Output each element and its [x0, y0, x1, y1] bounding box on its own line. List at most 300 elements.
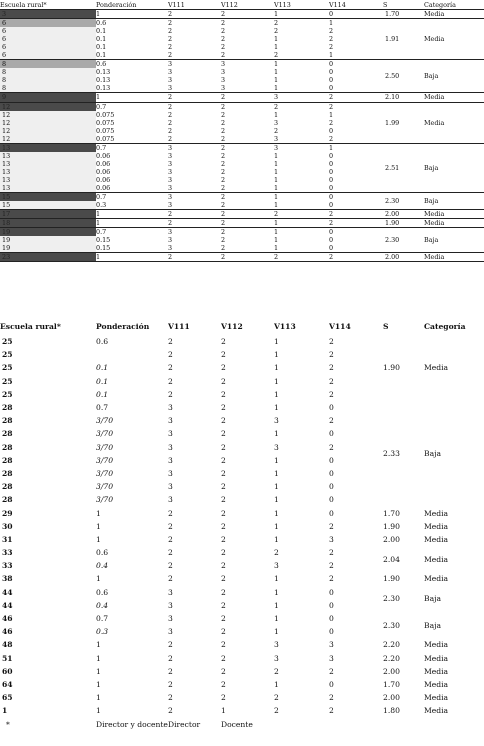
ponderacion-cell: 0.13 — [96, 68, 111, 77]
v111-cell: 2 — [168, 363, 173, 373]
v111-cell: 3 — [168, 600, 173, 610]
ponderacion-cell: 0.1 — [96, 376, 109, 386]
ponderacion-cell: 0.7 — [96, 403, 109, 413]
ponderacion-cell: 0.4 — [96, 600, 109, 610]
school-id-cell: 65 — [2, 693, 13, 703]
v112-cell: 2 — [221, 389, 226, 399]
v111-cell: 3 — [168, 68, 173, 77]
ponderacion-cell: 1 — [96, 706, 101, 716]
v113-cell: 1 — [274, 468, 279, 478]
school-id-cell: 46 — [2, 614, 13, 624]
categoria-cell: Media — [424, 574, 449, 584]
school-id-cell: 12 — [0, 135, 96, 144]
school-id-cell: 6 — [0, 51, 96, 60]
categoria-cell: Media — [424, 640, 449, 650]
school-id-cell: 12 — [0, 119, 96, 127]
v112-cell: 1 — [221, 706, 226, 716]
header-v114: V114 — [329, 322, 351, 331]
v113-cell: 1 — [274, 574, 279, 584]
v112-cell: 2 — [221, 193, 274, 202]
v111-cell: 2 — [168, 43, 173, 52]
school-id-cell: 28 — [2, 429, 13, 439]
v111-cell: 3 — [168, 84, 173, 93]
v111-cell: 2 — [168, 679, 173, 689]
v111-cell: 3 — [168, 193, 221, 202]
header-v114: V114 — [329, 1, 383, 10]
v114-cell: 2 — [329, 93, 383, 102]
top-table-header-row — [0, 1, 484, 10]
v114-cell: 0 — [329, 429, 334, 439]
v113-cell: 1 — [274, 455, 279, 465]
categoria-cell: Media — [424, 666, 449, 676]
school-id-cell: 9 — [0, 93, 96, 102]
v113-cell: 1 — [274, 43, 279, 52]
v113-cell: 1 — [274, 614, 279, 624]
table-row — [0, 506, 484, 519]
v113-cell: 1 — [274, 534, 279, 544]
header-s: S — [383, 1, 424, 10]
v112-cell: 2 — [221, 403, 226, 413]
header-s: S — [383, 322, 389, 331]
v112-cell: 2 — [221, 126, 226, 135]
v111-cell: 3 — [168, 60, 221, 69]
v111-cell: 2 — [168, 19, 221, 28]
table-row — [0, 401, 484, 414]
table-row — [0, 586, 484, 599]
table-row — [0, 572, 484, 585]
v112-cell: 2 — [221, 35, 226, 44]
ponderacion-cell: 0.15 — [96, 244, 111, 253]
table-row — [0, 612, 484, 625]
ponderacion-cell: 3/70 — [96, 416, 114, 426]
v111-cell: 3 — [168, 482, 173, 492]
v113-cell: 1 — [274, 236, 279, 245]
v111-cell: 3 — [168, 614, 173, 624]
v113-cell: 2 — [274, 666, 279, 676]
ponderacion-cell: 1 — [96, 534, 101, 544]
school-id-cell: 19 — [0, 244, 96, 253]
v113-cell: 1 — [274, 167, 279, 176]
school-id-cell: 25 — [2, 376, 13, 386]
v113-cell: 1 — [274, 244, 279, 253]
s-score-cell: 1.90 — [383, 574, 400, 584]
v111-cell: 2 — [168, 35, 173, 44]
v112-cell: 2 — [221, 653, 226, 663]
header-v111: V111 — [168, 322, 190, 331]
v113-cell: 2 — [274, 548, 279, 558]
school-id-cell: 8 — [0, 84, 96, 93]
v112-cell: 2 — [221, 110, 226, 119]
table-row — [0, 678, 484, 691]
school-id-cell: 28 — [2, 482, 13, 492]
v111-cell: 3 — [168, 468, 173, 478]
school-id-cell: 15 — [0, 201, 96, 210]
v113-cell: 1 — [274, 151, 279, 160]
school-id-cell: 3 — [0, 10, 96, 19]
v111-cell: 2 — [168, 110, 173, 119]
v114-cell: 2 — [329, 442, 334, 452]
v112-cell: 2 — [221, 43, 226, 52]
table-row — [0, 335, 484, 348]
v114-cell: 0 — [329, 201, 334, 210]
s-score-cell: 2.30 — [383, 620, 400, 630]
v111-cell: 2 — [168, 210, 221, 219]
v113-cell: 3 — [274, 640, 279, 650]
v112-cell: 2 — [221, 10, 274, 19]
v112-cell: 2 — [221, 693, 226, 703]
v113-cell: 1 — [274, 184, 279, 192]
header-categoria: Categoría — [424, 1, 484, 10]
s-score-cell: 1.91 — [383, 19, 424, 60]
school-id-cell: 19 — [0, 236, 96, 244]
v114-cell: 2 — [329, 350, 334, 360]
school-id-cell: 64 — [2, 679, 13, 689]
table-row — [0, 210, 484, 219]
v111-cell: 2 — [168, 102, 221, 111]
v114-cell: 0 — [329, 679, 334, 689]
ponderacion-cell: 1 — [96, 508, 101, 518]
v114-cell: 2 — [329, 219, 383, 228]
v112-cell: 2 — [221, 337, 226, 347]
v113-cell: 2 — [274, 102, 329, 111]
ponderacion-cell: 1 — [96, 574, 101, 584]
v113-cell: 1 — [274, 219, 329, 228]
v112-cell: 2 — [221, 521, 226, 531]
ponderacion-cell: 0.15 — [96, 236, 111, 245]
s-score-cell: 1.80 — [383, 706, 400, 716]
school-id-cell: 25 — [2, 389, 13, 399]
school-id-cell: 18 — [0, 219, 96, 228]
s-score-cell: 2.00 — [383, 666, 400, 676]
v112-cell: 2 — [221, 495, 226, 505]
ponderacion-cell: 0.075 — [96, 118, 115, 127]
ponderacion-cell: 1 — [96, 640, 101, 650]
ponderacion-cell: 0.06 — [96, 184, 111, 192]
table-row — [0, 665, 484, 678]
v114-cell: 0 — [329, 60, 383, 69]
ponderacion-cell: 3/70 — [96, 482, 114, 492]
table-row — [0, 546, 484, 559]
categoria-cell: Baja — [424, 620, 441, 630]
v114-cell: 0 — [329, 184, 334, 192]
v113-cell: 2 — [274, 253, 329, 262]
categoria-cell: Baja — [424, 60, 484, 93]
v111-cell: 3 — [168, 244, 173, 253]
v112-cell: 2 — [221, 666, 226, 676]
v113-cell: 1 — [274, 508, 279, 518]
table-row — [0, 520, 484, 533]
v113-cell: 1 — [274, 376, 279, 386]
v114-cell: 0 — [329, 403, 334, 413]
v111-cell: 2 — [168, 219, 221, 228]
v112-cell: 2 — [221, 534, 226, 544]
v111-cell: 3 — [168, 175, 173, 184]
v113-cell: 1 — [274, 482, 279, 492]
ponderacion-cell: 1 — [96, 666, 101, 676]
v112-cell: 2 — [221, 253, 274, 262]
v111-cell: 2 — [168, 653, 173, 663]
v112-cell: 2 — [221, 600, 226, 610]
v113-cell: 1 — [274, 350, 279, 360]
v113-cell: 2 — [274, 126, 279, 135]
school-id-cell: 51 — [2, 653, 13, 663]
school-id-cell: 6 — [0, 35, 96, 43]
footnote-marker: * — [6, 720, 10, 730]
v113-cell: 1 — [274, 228, 329, 237]
s-score-cell: 2.10 — [383, 93, 424, 102]
v112-cell: 2 — [221, 508, 226, 518]
categoria-cell: Baja — [424, 449, 441, 459]
ponderacion-cell: 0.7 — [96, 193, 168, 202]
v113-cell: 2 — [274, 706, 279, 716]
v113-cell: 3 — [274, 93, 329, 102]
ponderacion-cell: 0.1 — [96, 35, 107, 44]
ponderacion-cell: 3/70 — [96, 495, 114, 505]
ponderacion-cell: 1 — [96, 653, 101, 663]
school-id-cell: 25 — [2, 350, 13, 360]
v112-cell: 2 — [221, 228, 274, 237]
school-id-cell: 6 — [0, 43, 96, 51]
v111-cell: 2 — [168, 574, 173, 584]
v113-cell: 1 — [274, 110, 279, 119]
v112-cell: 2 — [221, 236, 226, 245]
ponderacion-cell: 1 — [96, 210, 168, 219]
school-id-cell: 28 — [2, 455, 13, 465]
s-score-cell: 2.00 — [383, 210, 424, 219]
ponderacion-cell: 0.075 — [96, 126, 115, 135]
v111-cell: 2 — [168, 389, 173, 399]
v111-cell: 2 — [168, 561, 173, 571]
v114-cell: 2 — [329, 389, 334, 399]
v114-cell: 0 — [329, 508, 334, 518]
categoria-cell: Media — [424, 10, 484, 19]
ponderacion-cell: 0.06 — [96, 175, 111, 184]
table-row — [0, 533, 484, 546]
header-v113: V113 — [274, 1, 329, 10]
footnote-director: Director — [168, 720, 201, 730]
ponderacion-cell: 0.7 — [96, 614, 109, 624]
v112-cell: 3 — [221, 84, 226, 93]
school-id-cell: 28 — [2, 468, 13, 478]
table-row — [0, 228, 484, 237]
s-score-cell: 2.20 — [383, 640, 400, 650]
v113-cell: 3 — [274, 442, 279, 452]
ponderacion-cell: 1 — [96, 253, 168, 262]
v112-cell: 2 — [221, 102, 274, 111]
v113-cell: 1 — [274, 175, 279, 184]
categoria-cell: Media — [424, 706, 449, 716]
v112-cell: 2 — [221, 679, 226, 689]
v113-cell: 1 — [274, 389, 279, 399]
ponderacion-cell: 0.1 — [96, 363, 109, 373]
v114-cell: 0 — [329, 468, 334, 478]
v113-cell: 1 — [274, 68, 279, 77]
ponderacion-cell: 0.075 — [96, 134, 115, 143]
top-data-table — [0, 1, 484, 262]
school-id-cell: 8 — [0, 68, 96, 76]
v111-cell: 3 — [168, 403, 173, 413]
header-v113: V113 — [274, 322, 296, 331]
categoria-cell: Media — [424, 210, 484, 219]
school-id-cell: 44 — [2, 600, 13, 610]
ponderacion-cell: 0.075 — [96, 110, 115, 119]
v112-cell: 2 — [221, 118, 226, 127]
school-id-cell: 33 — [2, 548, 13, 558]
school-id-cell: 48 — [2, 640, 13, 650]
ponderacion-cell — [96, 348, 168, 361]
v114-cell: 0 — [329, 167, 334, 176]
footnote-docente: Docente — [221, 720, 253, 730]
v111-cell: 3 — [168, 167, 173, 176]
v113-cell: 1 — [274, 201, 279, 210]
v112-cell: 2 — [221, 363, 226, 373]
v114-cell: 1 — [329, 19, 383, 28]
ponderacion-cell: 0.06 — [96, 151, 111, 160]
school-id-cell: 13 — [0, 176, 96, 184]
v111-cell: 3 — [168, 416, 173, 426]
school-id-cell: 28 — [2, 495, 13, 505]
v111-cell: 3 — [168, 76, 173, 85]
categoria-cell: Media — [424, 534, 449, 544]
v114-cell: 2 — [329, 35, 334, 44]
v111-cell: 2 — [168, 118, 173, 127]
ponderacion-cell: 0.13 — [96, 84, 111, 93]
v111-cell: 3 — [168, 587, 173, 597]
v113-cell: 2 — [274, 51, 279, 60]
v112-cell: 2 — [221, 219, 274, 228]
school-id-cell: 25 — [2, 337, 13, 347]
header-v112: V112 — [221, 322, 243, 331]
v112-cell: 2 — [221, 561, 226, 571]
s-score-cell: 2.04 — [383, 554, 400, 564]
v114-cell: 2 — [329, 376, 334, 386]
v113-cell: 3 — [274, 143, 329, 152]
v114-cell: 0 — [329, 495, 334, 505]
ponderacion-cell: 0.06 — [96, 167, 111, 176]
v112-cell: 2 — [221, 175, 226, 184]
v113-cell: 2 — [274, 27, 279, 36]
school-id-cell: 13 — [0, 168, 96, 176]
v114-cell: 2 — [329, 118, 334, 127]
ponderacion-cell: 1 — [96, 693, 101, 703]
v111-cell: 2 — [168, 521, 173, 531]
v112-cell: 2 — [221, 468, 226, 478]
ponderacion-cell: 0.7 — [96, 228, 168, 237]
ponderacion-cell: 0.1 — [96, 27, 107, 36]
v114-cell: 0 — [329, 175, 334, 184]
school-id-cell: 17 — [0, 210, 96, 219]
v111-cell: 2 — [168, 376, 173, 386]
v114-cell: 1 — [329, 51, 334, 60]
v114-cell: 1 — [329, 110, 334, 119]
ponderacion-cell: 1 — [96, 10, 168, 19]
table-row — [0, 652, 484, 665]
v114-cell: 2 — [329, 253, 383, 262]
school-id-cell: 23 — [0, 253, 96, 262]
v112-cell: 2 — [221, 19, 274, 28]
s-score-cell: 1.70 — [383, 508, 400, 518]
v114-cell: 2 — [329, 706, 334, 716]
v112-cell: 2 — [221, 614, 226, 624]
school-id-cell: 19 — [0, 228, 96, 237]
table-row — [0, 19, 484, 28]
header-ponderacion: Ponderación — [96, 322, 150, 331]
v113-cell: 1 — [274, 587, 279, 597]
v111-cell: 3 — [168, 159, 173, 168]
school-id-cell: 1 — [2, 706, 8, 716]
v114-cell: 0 — [329, 228, 383, 237]
v111-cell: 3 — [168, 228, 221, 237]
v112-cell: 2 — [221, 350, 226, 360]
v114-cell: 3 — [329, 653, 334, 663]
v114-cell: 2 — [329, 666, 334, 676]
v114-cell: 2 — [329, 548, 334, 558]
ponderacion-cell: 0.3 — [96, 627, 109, 637]
categoria-cell: Media — [424, 554, 449, 564]
v114-cell: 0 — [329, 159, 334, 168]
v113-cell: 1 — [274, 76, 279, 85]
table-row — [0, 691, 484, 704]
v111-cell: 2 — [168, 640, 173, 650]
ponderacion-cell: 1 — [96, 679, 101, 689]
s-score-cell: 1.90 — [383, 363, 400, 373]
school-id-cell: 12 — [0, 111, 96, 119]
v111-cell: 2 — [168, 27, 173, 36]
ponderacion-cell: 0.1 — [96, 389, 109, 399]
header-ponderacion: Ponderación — [96, 1, 168, 10]
v112-cell: 2 — [221, 482, 226, 492]
header-v112: V112 — [221, 1, 274, 10]
v114-cell: 2 — [329, 27, 334, 36]
v113-cell: 3 — [274, 653, 279, 663]
v113-cell: 1 — [274, 600, 279, 610]
school-id-cell: 28 — [2, 416, 13, 426]
v112-cell: 2 — [221, 159, 226, 168]
categoria-cell: Media — [424, 93, 484, 102]
ponderacion-cell: 0.1 — [96, 51, 107, 60]
school-id-cell: 15 — [0, 193, 96, 202]
ponderacion-cell: 0.6 — [96, 19, 168, 28]
table-row — [0, 638, 484, 651]
v114-cell: 0 — [329, 10, 383, 19]
ponderacion-cell: 0.6 — [96, 60, 168, 69]
s-score-cell: 2.30 — [383, 594, 400, 604]
categoria-cell: Media — [424, 253, 484, 262]
v111-cell: 2 — [168, 337, 173, 347]
s-score-cell: 2.00 — [383, 253, 424, 262]
v114-cell: 2 — [329, 134, 334, 143]
school-id-cell: 6 — [0, 19, 96, 28]
ponderacion-cell: 0.7 — [96, 143, 168, 152]
v113-cell: 1 — [274, 84, 279, 93]
v111-cell: 3 — [168, 184, 173, 192]
v114-cell: 2 — [329, 337, 334, 347]
school-id-cell: 8 — [0, 60, 96, 69]
ponderacion-cell: 0.1 — [96, 43, 107, 52]
v111-cell: 3 — [168, 143, 221, 152]
v113-cell: 2 — [274, 210, 329, 219]
school-id-cell: 13 — [0, 143, 96, 152]
v114-cell: 0 — [329, 600, 334, 610]
v111-cell: 2 — [168, 10, 221, 19]
v113-cell: 1 — [274, 363, 279, 373]
ponderacion-cell: 0.13 — [96, 76, 111, 85]
v114-cell: 0 — [329, 627, 334, 637]
categoria-cell: Media — [424, 363, 449, 373]
s-score-cell: 1.90 — [383, 521, 400, 531]
v111-cell: 2 — [168, 350, 173, 360]
v112-cell: 2 — [221, 167, 226, 176]
